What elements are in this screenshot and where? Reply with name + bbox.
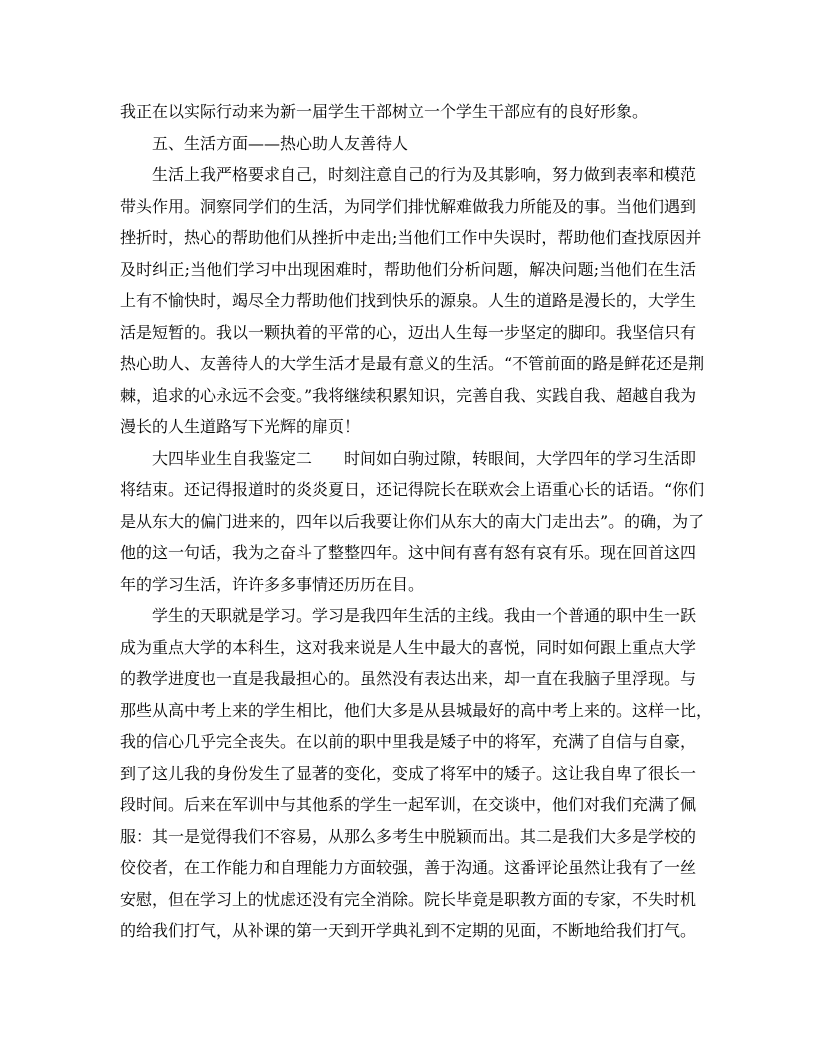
text-line: 五、生活方面——热心助人友善待人 xyxy=(152,133,409,153)
text-line: 到了这儿我的身份发生了显著的变化，变成了将军中的矮子。这让我自卑了很长一 xyxy=(120,763,697,783)
text-line: 成为重点大学的本科生，这对我来说是人生中最大的喜悦，同时如何跟上重点大学 xyxy=(120,637,697,657)
document-body xyxy=(120,96,713,947)
text-line: 带头作用。洞察同学们的生活，为同学们排忧解难做我力所能及的事。当他们遇到 xyxy=(120,196,697,216)
text-line: 热心助人、友善待人的大学生活才是最有意义的生活。“不管前面的路是鲜花还是荆 xyxy=(120,354,705,373)
text-line: 学生的天职就是学习。学习是我四年生活的主线。我由一个普通的职中生一跃 xyxy=(152,606,697,625)
text-line: 漫长的人生道路写下光辉的扉页！ xyxy=(120,417,361,436)
text-line: 活是短暂的。我以一颗执着的平常的心，迈出人生每一步坚定的脚印。我坚信只有 xyxy=(120,322,697,342)
text-line: 将结束。还记得报道时的炎炎夏日，还记得院长在联欢会上语重心长的话语。“你们 xyxy=(120,480,705,499)
text-line: 他的这一句话，我为之奋斗了整整四年。这中间有喜有怒有哀有乐。现在回首这四 xyxy=(120,543,697,562)
text-line: 那些从高中考上来的学生相比，他们大多是从县城最好的高中考上来的。这样一比， xyxy=(120,700,713,720)
text-line: 是从东大的偏门进来的，四年以后我要让你们从东大的南大门走出去”。的确，为了 xyxy=(120,511,705,531)
text-line: 大四毕业生自我鉴定二 时间如白驹过隙，转眼间，大学四年的学习生活即 xyxy=(152,448,697,468)
text-line: 棘，追求的心永远不会变。”我将继续积累知识，完善自我、实践自我、超越自我为 xyxy=(120,385,697,405)
text-line: 的给我们打气，从补课的第一天到开学典礼到不定期的见面，不断地给我们打气。 xyxy=(120,921,697,940)
text-line: 的教学进度也一直是我最担心的。虽然没有表达出来，却一直在我脑子里浮现。与 xyxy=(120,669,697,688)
text-line: 服：其一是觉得我们不容易，从那么多考生中脱颖而出。其二是我们大多是学校的 xyxy=(120,826,697,846)
text-line: 我的信心几乎完全丧失。在以前的职中里我是矮子中的将军，充满了自信与自豪， xyxy=(120,732,697,751)
text-line: 段时间。后来在军训中与其他系的学生一起军训，在交谈中，他们对我们充满了佩 xyxy=(120,795,697,814)
text-line: 年的学习生活，许许多多事情还历历在目。 xyxy=(120,574,425,594)
text-line: 挫折时，热心的帮助他们从挫折中走出;当他们工作中失误时，帮助他们查找原因并 xyxy=(120,228,702,247)
text-line: 生活上我严格要求自己，时刻注意自己的行为及其影响，努力做到表率和模范 xyxy=(152,165,697,184)
text-line: 及时纠正;当他们学习中出现困难时，帮助他们分析问题，解决问题;当他们在生活 xyxy=(120,259,696,279)
text-line: 我正在以实际行动来为新一届学生干部树立一个学生干部应有的良好形象。 xyxy=(120,102,649,121)
text-line: 上有不愉快时，竭尽全力帮助他们找到快乐的源泉。人生的道路是漫长的，大学生 xyxy=(120,291,697,310)
text-line: 佼佼者，在工作能力和自理能力方面较强，善于沟通。这番评论虽然让我有了一丝 xyxy=(120,858,697,877)
text-line: 安慰，但在学习上的忧虑还没有完全消除。院长毕竟是职教方面的专家，不失时机 xyxy=(120,889,697,909)
